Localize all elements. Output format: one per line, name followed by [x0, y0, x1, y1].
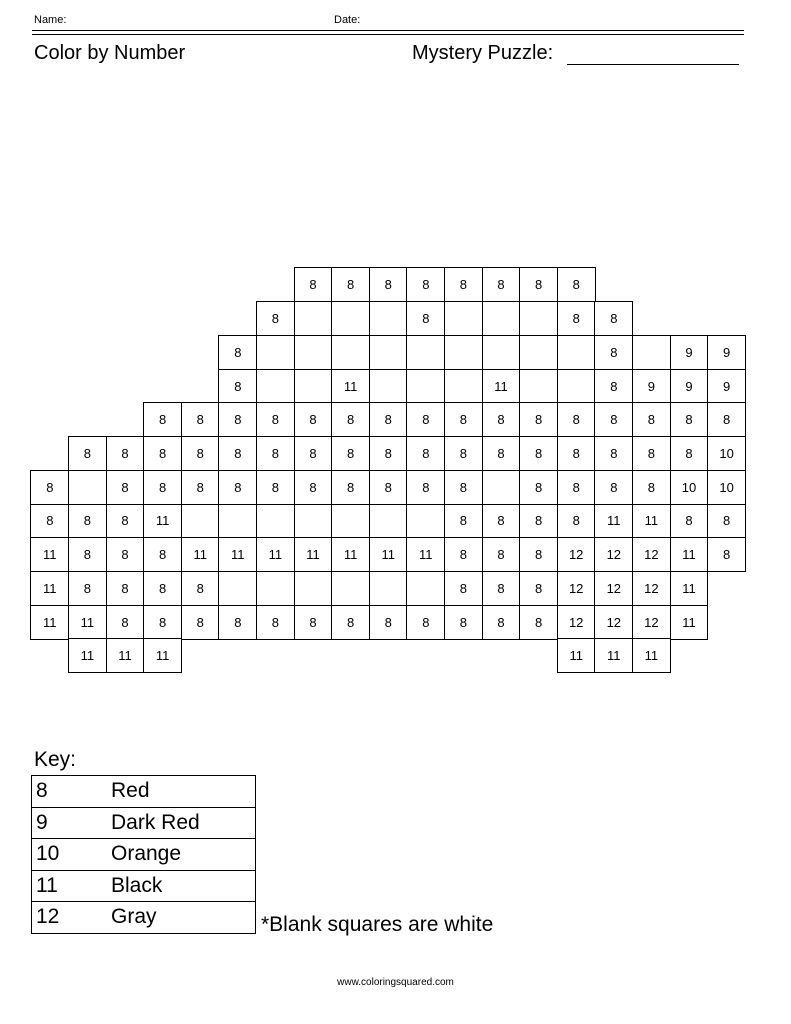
grid-cell — [331, 571, 370, 606]
grid-cell: 9 — [707, 369, 746, 404]
grid-cell: 11 — [594, 504, 633, 539]
key-row — [32, 776, 256, 808]
grid-cell: 8 — [444, 436, 483, 471]
grid-cell: 12 — [594, 571, 633, 606]
grid-cell: 8 — [218, 402, 257, 437]
grid-cell: 8 — [444, 402, 483, 437]
grid-cell: 11 — [181, 537, 220, 572]
grid-cell: 11 — [331, 537, 370, 572]
grid-cell — [519, 369, 558, 404]
grid-cell — [406, 504, 445, 539]
grid-cell: 8 — [406, 301, 445, 336]
key-color: Red — [111, 779, 150, 803]
grid-cell: 8 — [557, 267, 596, 302]
grid-cell: 8 — [181, 402, 220, 437]
grid-cell: 10 — [707, 470, 746, 505]
grid-cell: 8 — [519, 537, 558, 572]
grid-cell: 11 — [369, 537, 408, 572]
grid-cell: 12 — [632, 605, 671, 640]
grid-cell: 11 — [68, 605, 107, 640]
color-key-table — [31, 775, 256, 934]
key-color: Orange — [111, 842, 182, 866]
grid-cell: 8 — [632, 402, 671, 437]
grid-cell: 8 — [594, 402, 633, 437]
key-number: 12 — [36, 905, 60, 929]
date-label: Date: — [334, 14, 361, 26]
grid-cell: 8 — [181, 436, 220, 471]
grid-cell: 8 — [557, 301, 596, 336]
grid-cell: 8 — [143, 470, 182, 505]
key-number: 8 — [36, 779, 48, 803]
key-row — [32, 902, 256, 934]
grid-cell: 8 — [369, 402, 408, 437]
grid-cell: 8 — [482, 537, 521, 572]
grid-cell: 8 — [519, 402, 558, 437]
grid-cell: 11 — [670, 537, 709, 572]
grid-cell: 8 — [331, 470, 370, 505]
grid-cell: 8 — [106, 537, 145, 572]
grid-cell: 9 — [670, 335, 709, 370]
grid-cell: 12 — [557, 605, 596, 640]
grid-cell: 8 — [68, 504, 107, 539]
grid-cell — [331, 301, 370, 336]
grid-cell — [482, 335, 521, 370]
grid-cell: 12 — [632, 537, 671, 572]
grid-cell: 8 — [256, 436, 295, 471]
grid-cell — [256, 571, 295, 606]
grid-cell — [369, 369, 408, 404]
key-label: Key: — [34, 748, 77, 771]
grid-cell — [444, 369, 483, 404]
grid-cell: 8 — [444, 537, 483, 572]
grid-cell: 11 — [670, 605, 709, 640]
grid-cell: 12 — [632, 571, 671, 606]
grid-cell: 8 — [294, 267, 333, 302]
grid-cell — [406, 335, 445, 370]
grid-cell: 8 — [218, 369, 257, 404]
grid-cell: 8 — [670, 504, 709, 539]
grid-cell: 8 — [482, 605, 521, 640]
grid-cell: 8 — [68, 537, 107, 572]
key-color: Dark Red — [111, 810, 200, 834]
grid-cell: 8 — [594, 335, 633, 370]
grid-cell: 8 — [256, 470, 295, 505]
grid-cell: 9 — [632, 369, 671, 404]
grid-cell: 8 — [557, 402, 596, 437]
key-number: 11 — [36, 873, 58, 897]
grid-cell: 12 — [557, 537, 596, 572]
grid-cell: 8 — [106, 605, 145, 640]
grid-cell: 11 — [482, 369, 521, 404]
grid-cell: 8 — [406, 470, 445, 505]
blank-squares-note: *Blank squares are white — [261, 913, 494, 936]
grid-cell: 8 — [707, 537, 746, 572]
grid-cell — [444, 335, 483, 370]
grid-cell: 8 — [444, 267, 483, 302]
key-color: Black — [111, 873, 163, 897]
grid-cell: 8 — [519, 571, 558, 606]
grid-cell — [218, 504, 257, 539]
grid-cell: 8 — [218, 335, 257, 370]
grid-cell: 8 — [369, 605, 408, 640]
grid-cell: 8 — [218, 605, 257, 640]
grid-cell: 8 — [30, 470, 69, 505]
grid-cell: 8 — [482, 267, 521, 302]
grid-cell: 8 — [68, 436, 107, 471]
grid-cell: 8 — [294, 436, 333, 471]
grid-cell — [218, 571, 257, 606]
grid-cell: 8 — [294, 605, 333, 640]
grid-cell — [294, 504, 333, 539]
grid-cell: 8 — [143, 605, 182, 640]
grid-cell — [181, 504, 220, 539]
grid-cell: 12 — [594, 605, 633, 640]
grid-cell: 11 — [143, 504, 182, 539]
name-label: Name: — [34, 14, 67, 26]
grid-cell — [369, 504, 408, 539]
grid-cell: 8 — [444, 571, 483, 606]
grid-cell: 8 — [143, 537, 182, 572]
key-row — [32, 870, 256, 902]
grid-cell: 11 — [68, 638, 107, 673]
grid-cell: 11 — [106, 638, 145, 673]
grid-cell: 8 — [594, 470, 633, 505]
grid-cell: 8 — [594, 436, 633, 471]
grid-cell — [557, 335, 596, 370]
grid-cell: 11 — [594, 638, 633, 673]
grid-cell: 8 — [256, 301, 295, 336]
key-color: Gray — [111, 905, 157, 929]
grid-cell: 11 — [30, 571, 69, 606]
grid-cell: 8 — [707, 402, 746, 437]
grid-cell: 8 — [519, 504, 558, 539]
grid-cell — [331, 504, 370, 539]
grid-cell: 8 — [557, 470, 596, 505]
grid-cell — [482, 470, 521, 505]
grid-cell — [369, 301, 408, 336]
grid-cell: 8 — [444, 470, 483, 505]
grid-cell — [294, 335, 333, 370]
grid-cell: 8 — [294, 402, 333, 437]
grid-cell: 8 — [632, 470, 671, 505]
grid-cell: 11 — [557, 638, 596, 673]
grid-cell: 8 — [331, 267, 370, 302]
grid-cell: 11 — [294, 537, 333, 572]
grid-cell — [519, 301, 558, 336]
grid-cell: 8 — [444, 605, 483, 640]
grid-cell: 8 — [594, 369, 633, 404]
grid-cell: 9 — [707, 335, 746, 370]
grid-cell: 8 — [331, 605, 370, 640]
grid-cell: 8 — [106, 436, 145, 471]
grid-cell: 11 — [143, 638, 182, 673]
grid-cell: 8 — [406, 402, 445, 437]
grid-cell: 11 — [30, 537, 69, 572]
grid-cell: 8 — [331, 402, 370, 437]
footer-url: www.coloringsquared.com — [337, 977, 454, 988]
grid-cell: 8 — [68, 571, 107, 606]
grid-cell — [256, 335, 295, 370]
grid-cell — [557, 369, 596, 404]
grid-cell: 8 — [369, 267, 408, 302]
grid-cell — [256, 504, 295, 539]
grid-cell: 8 — [143, 436, 182, 471]
grid-cell: 12 — [557, 571, 596, 606]
grid-cell: 8 — [331, 436, 370, 471]
grid-cell: 11 — [670, 571, 709, 606]
grid-cell: 8 — [557, 504, 596, 539]
grid-cell: 8 — [106, 504, 145, 539]
grid-cell: 8 — [482, 402, 521, 437]
grid-cell: 11 — [331, 369, 370, 404]
grid-cell: 8 — [444, 504, 483, 539]
grid-cell — [331, 335, 370, 370]
grid-cell: 12 — [594, 537, 633, 572]
grid-cell: 8 — [143, 402, 182, 437]
grid-cell: 11 — [632, 504, 671, 539]
grid-cell — [369, 571, 408, 606]
page-title: Color by Number — [34, 42, 186, 64]
key-row — [32, 807, 256, 839]
grid-cell: 10 — [670, 470, 709, 505]
grid-cell: 8 — [369, 470, 408, 505]
grid-cell: 11 — [406, 537, 445, 572]
grid-cell: 8 — [482, 571, 521, 606]
grid-cell: 8 — [519, 470, 558, 505]
grid-cell — [294, 369, 333, 404]
grid-cell: 8 — [594, 301, 633, 336]
grid-cell: 11 — [256, 537, 295, 572]
grid-cell: 8 — [406, 605, 445, 640]
grid-cell: 8 — [632, 436, 671, 471]
grid-cell: 8 — [670, 402, 709, 437]
grid-cell: 8 — [256, 402, 295, 437]
grid-cell: 8 — [707, 504, 746, 539]
grid-cell — [406, 571, 445, 606]
grid-cell — [406, 369, 445, 404]
grid-cell: 8 — [406, 436, 445, 471]
grid-cell: 8 — [106, 470, 145, 505]
grid-cell: 8 — [218, 436, 257, 471]
grid-cell: 8 — [519, 436, 558, 471]
grid-cell — [369, 335, 408, 370]
grid-cell: 8 — [519, 267, 558, 302]
grid-cell — [294, 301, 333, 336]
grid-cell: 8 — [406, 267, 445, 302]
grid-cell: 11 — [30, 605, 69, 640]
grid-cell — [444, 301, 483, 336]
grid-cell: 8 — [218, 470, 257, 505]
grid-cell: 8 — [181, 571, 220, 606]
grid-cell: 8 — [519, 605, 558, 640]
grid-cell: 10 — [707, 436, 746, 471]
grid-cell: 8 — [557, 436, 596, 471]
grid-cell: 8 — [369, 436, 408, 471]
grid-cell — [68, 470, 107, 505]
grid-cell: 8 — [670, 436, 709, 471]
grid-cell: 8 — [256, 605, 295, 640]
grid-cell: 11 — [218, 537, 257, 572]
grid-cell — [519, 335, 558, 370]
grid-cell: 11 — [632, 638, 671, 673]
grid-cell: 8 — [181, 605, 220, 640]
grid-cell — [256, 369, 295, 404]
key-number: 9 — [36, 810, 48, 834]
grid-cell: 8 — [106, 571, 145, 606]
grid-cell — [632, 335, 671, 370]
grid-cell — [482, 301, 521, 336]
grid-cell: 8 — [30, 504, 69, 539]
mystery-puzzle-label: Mystery Puzzle: — [412, 42, 554, 64]
grid-cell: 8 — [482, 504, 521, 539]
grid-cell: 8 — [294, 470, 333, 505]
grid-cell: 9 — [670, 369, 709, 404]
grid-cell — [294, 571, 333, 606]
grid-cell: 8 — [181, 470, 220, 505]
key-row — [32, 839, 256, 871]
key-number: 10 — [36, 842, 60, 866]
grid-cell: 8 — [482, 436, 521, 471]
grid-cell: 8 — [143, 571, 182, 606]
